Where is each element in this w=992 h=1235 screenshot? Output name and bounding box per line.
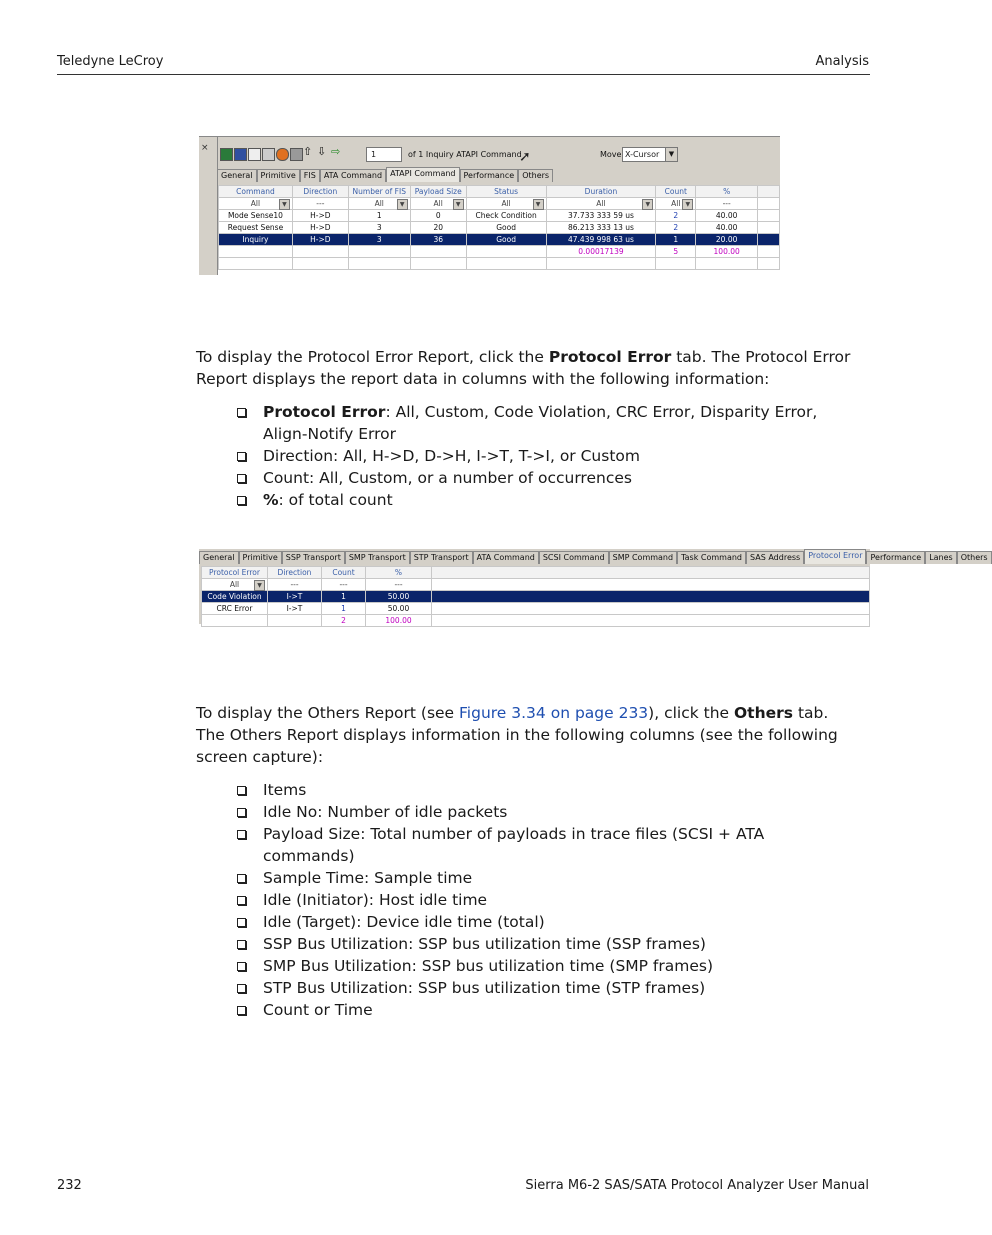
total-count: 2 — [322, 615, 366, 627]
list-item — [237, 445, 857, 467]
protocol-error-table — [201, 566, 870, 627]
table-cell: 1 — [348, 210, 410, 222]
tab-smp-command[interactable]: SMP Command — [609, 551, 677, 564]
filter-row — [219, 198, 780, 210]
table-cell: 1 — [656, 234, 696, 246]
column-header[interactable]: Command — [219, 186, 293, 198]
tab-primitive[interactable]: Primitive — [239, 551, 282, 564]
filter-value: All — [250, 199, 261, 208]
filter-value: All — [374, 199, 384, 208]
list-item — [237, 779, 857, 801]
table-cell: 86.213 333 13 us — [546, 222, 656, 234]
page-of-text: of 1 Inquiry ATAPI Command — [408, 150, 522, 159]
table-cell — [292, 246, 348, 258]
goto-icon[interactable]: ⇨ — [331, 145, 341, 158]
report-toolbar — [218, 145, 778, 163]
table-cell: CRC Error — [202, 603, 268, 615]
close-icon[interactable]: × — [201, 143, 209, 153]
column-header[interactable]: % — [696, 186, 758, 198]
chevron-down-icon[interactable]: ▼ — [533, 199, 544, 210]
filter-value: All — [501, 199, 511, 208]
tab-fis[interactable]: FIS — [300, 169, 320, 182]
list-item — [237, 467, 857, 489]
table-cell: Inquiry — [219, 234, 293, 246]
move-select-value: X-Cursor — [625, 150, 660, 159]
move-select[interactable] — [622, 147, 678, 162]
table-cell: Good — [466, 222, 546, 234]
column-header-filler — [432, 567, 870, 579]
list-item-text: : of total count — [278, 491, 393, 509]
export-icon[interactable] — [220, 148, 233, 161]
para-bold: Protocol Error — [548, 348, 672, 366]
header-rule — [57, 74, 870, 75]
table-cell — [202, 615, 268, 627]
list-item — [237, 999, 857, 1021]
report-tabs — [217, 167, 553, 181]
checkbox-bullet-icon — [237, 496, 246, 505]
tab-ata-command[interactable]: ATA Command — [473, 551, 539, 564]
checkbox-bullet-icon — [237, 874, 246, 883]
para-text: To display the Protocol Error Report, click the — [196, 348, 549, 366]
table-cell — [466, 246, 546, 258]
filter-value: All — [229, 580, 240, 589]
tab-primitive[interactable]: Primitive — [257, 169, 300, 182]
table-cell: Code Violation — [202, 591, 268, 603]
table-row[interactable] — [219, 222, 780, 234]
copy-icon[interactable] — [248, 148, 261, 161]
tab-general[interactable]: General — [217, 169, 257, 182]
table-cell: 40.00 — [696, 210, 758, 222]
column-header[interactable]: Count — [322, 567, 366, 579]
running-header-right: Analysis — [815, 54, 869, 69]
para-text: To display the Others Report (see — [196, 704, 460, 722]
filter-value: All — [433, 199, 443, 208]
arrow-down-icon[interactable]: ⇩ — [317, 145, 327, 158]
move-label: Move — [600, 150, 622, 159]
chart-icon[interactable] — [276, 148, 289, 161]
table-cell: 2 — [656, 222, 696, 234]
table-cell: 37.733 333 59 us — [546, 210, 656, 222]
list-item-text: Idle (Target): Device idle time (total) — [263, 913, 545, 931]
table-cell: 0 — [410, 210, 466, 222]
para-text: tab. The Others Report displays information in the following columns (see the following screen capture): — [196, 704, 838, 766]
tab-stp-transport[interactable]: STP Transport — [410, 551, 473, 564]
list-item-text: Idle No: Number of idle packets — [263, 803, 508, 821]
column-header[interactable]: Status — [466, 186, 546, 198]
filter-cell[interactable] — [219, 198, 293, 210]
column-header[interactable]: Payload Size — [410, 186, 466, 198]
settings-icon[interactable] — [290, 148, 303, 161]
table-cell — [348, 246, 410, 258]
checkbox-bullet-icon — [237, 918, 246, 927]
table-cell — [268, 615, 322, 627]
table-cell: H->D — [292, 234, 348, 246]
tab-sas-address[interactable]: SAS Address — [746, 551, 804, 564]
checkbox-bullet-icon — [237, 474, 246, 483]
figure-link[interactable]: Figure 3.34 on page 233 — [459, 704, 649, 722]
tab-protocol-error[interactable]: Protocol Error — [804, 549, 866, 564]
list-item-text: SSP Bus Utilization: SSP bus utilization time (SSP frames) — [263, 935, 706, 953]
list-item — [237, 867, 857, 889]
filter-cell: --- — [322, 579, 366, 591]
filter-cell: --- — [292, 198, 348, 210]
column-header[interactable]: Direction — [292, 186, 348, 198]
total-duration: 0.00017139 — [546, 246, 656, 258]
table-cell: 1 — [322, 603, 366, 615]
checkbox-bullet-icon — [237, 808, 246, 817]
list-item — [237, 489, 857, 511]
total-count: 5 — [656, 246, 696, 258]
total-percent: 100.00 — [366, 615, 432, 627]
table-row-selected[interactable] — [219, 234, 780, 246]
column-header[interactable]: % — [366, 567, 432, 579]
column-header-filler — [758, 186, 780, 198]
page-number: 232 — [57, 1178, 82, 1193]
table-cell: 50.00 — [366, 591, 432, 603]
checkbox-bullet-icon — [237, 1006, 246, 1015]
para-text: tab. The Protocol Error Report displays the report data in columns with the following information: — [196, 348, 851, 388]
table-cell-filler — [432, 615, 870, 627]
list-item-text: Count: All, Custom, or a number of occurrences — [263, 469, 632, 487]
table-cell: I->T — [268, 603, 322, 615]
print-icon[interactable] — [262, 148, 275, 161]
tab-lanes[interactable]: Lanes — [925, 551, 957, 564]
checkbox-bullet-icon — [237, 452, 246, 461]
atapi-report-table — [218, 185, 780, 270]
filter-cell: --- — [366, 579, 432, 591]
chevron-down-icon[interactable]: ▼ — [397, 199, 408, 210]
checkbox-bullet-icon — [237, 786, 246, 795]
checkbox-bullet-icon — [237, 408, 246, 417]
table-cell: 50.00 — [366, 603, 432, 615]
running-footer-title: Sierra M6-2 SAS/SATA Protocol Analyzer User Manual — [525, 1178, 869, 1193]
chevron-down-icon[interactable]: ▼ — [642, 199, 653, 210]
table-cell: 20 — [410, 222, 466, 234]
checkbox-bullet-icon — [237, 896, 246, 905]
atapi-report-grid — [218, 185, 780, 275]
table-cell: H->D — [292, 210, 348, 222]
column-header[interactable]: Direction — [268, 567, 322, 579]
filter-value: All — [671, 199, 681, 208]
tab-task-command[interactable]: Task Command — [677, 551, 746, 564]
filter-filler — [432, 579, 870, 591]
totals-row — [219, 246, 780, 258]
table-cell-filler — [758, 234, 780, 246]
arrow-up-icon[interactable]: ⇧ — [303, 145, 313, 158]
filter-cell[interactable] — [348, 198, 410, 210]
table-cell: Good — [466, 234, 546, 246]
chevron-down-icon: ▼ — [665, 148, 677, 161]
tab-atapi-command[interactable]: ATAPI Command — [386, 167, 459, 182]
total-percent: 100.00 — [696, 246, 758, 258]
others-columns-list — [237, 779, 857, 1021]
filter-cell[interactable] — [202, 579, 268, 591]
panel-sidebar — [199, 137, 218, 275]
report-tabs — [199, 549, 992, 563]
protocol-error-grid — [201, 566, 870, 624]
table-cell-filler — [432, 591, 870, 603]
others-report-intro — [196, 702, 856, 768]
table-cell-filler — [758, 246, 780, 258]
table-row[interactable] — [202, 603, 870, 615]
table-cell: Mode Sense10 — [219, 210, 293, 222]
table-cell: I->T — [268, 591, 322, 603]
table-cell: 2 — [656, 210, 696, 222]
filter-cell[interactable] — [656, 198, 696, 210]
table-cell: 40.00 — [696, 222, 758, 234]
column-header[interactable]: Number of FIS — [348, 186, 410, 198]
tab-ssp-transport[interactable]: SSP Transport — [282, 551, 345, 564]
tab-general[interactable]: General — [199, 551, 239, 564]
checkbox-bullet-icon — [237, 830, 246, 839]
list-item-text: SMP Bus Utilization: SSP bus utilization time (SMP frames) — [263, 957, 714, 975]
table-cell-filler — [758, 210, 780, 222]
tab-smp-transport[interactable]: SMP Transport — [345, 551, 410, 564]
checkbox-bullet-icon — [237, 984, 246, 993]
chevron-down-icon[interactable]: ▼ — [254, 580, 265, 591]
table-cell: H->D — [292, 222, 348, 234]
table-cell: Check Condition — [466, 210, 546, 222]
tab-ata-command[interactable]: ATA Command — [320, 169, 386, 182]
save-icon[interactable] — [234, 148, 247, 161]
protocol-error-report-screenshot — [199, 549, 988, 625]
table-cell — [410, 246, 466, 258]
checkbox-bullet-icon — [237, 940, 246, 949]
protocol-error-columns-list — [237, 401, 857, 511]
list-item — [237, 801, 857, 823]
table-row-selected[interactable] — [202, 591, 870, 603]
tab-performance[interactable]: Performance — [460, 169, 519, 182]
filter-cell[interactable] — [410, 198, 466, 210]
column-header[interactable]: Protocol Error — [202, 567, 268, 579]
protocol-error-intro — [196, 346, 856, 390]
list-item — [237, 889, 857, 911]
tab-others[interactable]: Others — [518, 169, 553, 182]
table-header-row — [202, 567, 870, 579]
list-item-text: Items — [263, 781, 307, 799]
filter-row — [202, 579, 870, 591]
para-bold: Others — [734, 704, 794, 722]
chevron-down-icon[interactable]: ▼ — [279, 199, 290, 210]
table-cell: 20.00 — [696, 234, 758, 246]
list-item — [237, 977, 857, 999]
filter-cell: --- — [268, 579, 322, 591]
list-item — [237, 401, 857, 445]
list-item-text: STP Bus Utilization: SSP bus utilization time (STP frames) — [263, 979, 706, 997]
table-cell-filler — [432, 603, 870, 615]
empty-row — [219, 258, 780, 270]
running-header-left: Teledyne LeCroy — [57, 54, 164, 69]
table-cell: 3 — [348, 222, 410, 234]
table-cell — [219, 246, 293, 258]
chevron-down-icon[interactable]: ▼ — [682, 199, 693, 210]
list-item — [237, 823, 857, 867]
atapi-report-screenshot — [199, 136, 780, 275]
tab-scsi-command[interactable]: SCSI Command — [539, 551, 609, 564]
table-cell: 1 — [322, 591, 366, 603]
list-item-text: Direction: All, H->D, D->H, I->T, T->I, or Custom — [263, 447, 640, 465]
filter-cell: --- — [696, 198, 758, 210]
tab-others[interactable]: Others — [957, 551, 992, 564]
list-item-text: Count or Time — [263, 1001, 373, 1019]
mouse-pointer-icon: ➚ — [519, 149, 531, 165]
table-cell: Request Sense — [219, 222, 293, 234]
filter-filler — [758, 198, 780, 210]
column-header[interactable]: Count — [656, 186, 696, 198]
list-item-text: Payload Size: Total number of payloads in trace files (SCSI + ATA commands) — [263, 825, 765, 865]
list-item — [237, 911, 857, 933]
list-item — [237, 933, 857, 955]
list-item — [237, 955, 857, 977]
table-cell-filler — [758, 222, 780, 234]
table-cell: 3 — [348, 234, 410, 246]
table-header-row — [219, 186, 780, 198]
chevron-down-icon[interactable]: ▼ — [453, 199, 464, 210]
table-cell: 36 — [410, 234, 466, 246]
list-item-bold: Protocol Error — [263, 403, 386, 421]
list-item-text: Idle (Initiator): Host idle time — [263, 891, 488, 909]
column-header[interactable]: Duration — [546, 186, 656, 198]
checkbox-bullet-icon — [237, 962, 246, 971]
filter-cell[interactable] — [546, 198, 656, 210]
list-item-bold: % — [263, 491, 279, 509]
filter-cell[interactable] — [466, 198, 546, 210]
page-input[interactable]: 1 — [366, 147, 402, 162]
list-item-text: Sample Time: Sample time — [263, 869, 473, 887]
tab-performance[interactable]: Performance — [866, 551, 925, 564]
table-row[interactable] — [219, 210, 780, 222]
para-text: ), click the — [648, 704, 734, 722]
filter-value: All — [596, 199, 606, 208]
list-item-text: : All, Custom, Code Violation, CRC Error, Disparity Error, Align-Notify Error — [263, 403, 818, 443]
totals-row — [202, 615, 870, 627]
table-cell: 47.439 998 63 us — [546, 234, 656, 246]
